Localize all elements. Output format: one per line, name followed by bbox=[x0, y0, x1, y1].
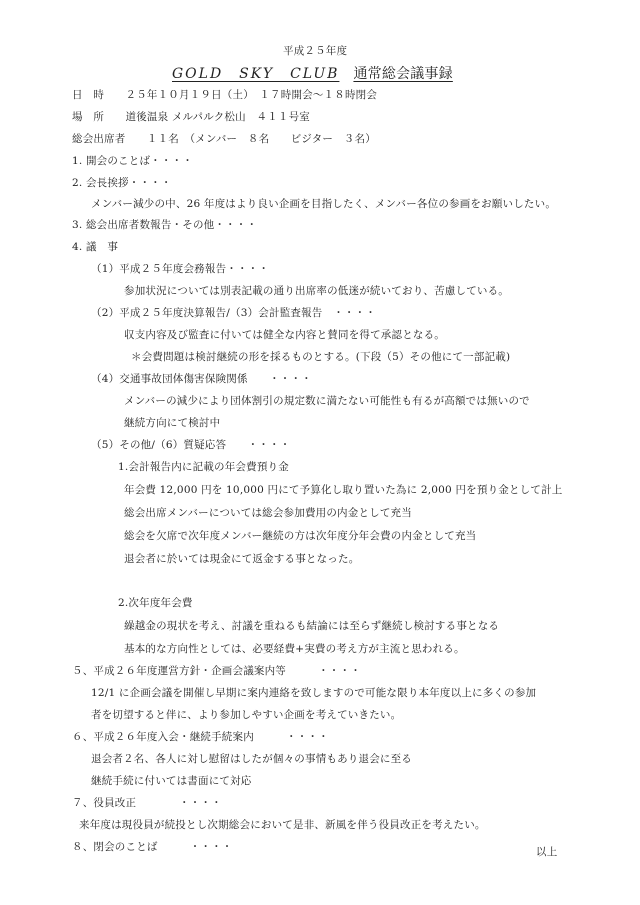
subitem-2-text-1: 繰越金の現状を考え、討議を重ねるも結論には至らず継続し検討する事となる bbox=[124, 620, 500, 632]
item-6-heading: ６、平成２６年度入会・継続手続案内 ・・・・ bbox=[72, 731, 329, 743]
closing-mark: 以上 bbox=[536, 846, 558, 858]
item-5-heading: ５、平成２６年度運営方針・企画会議案内等 ・・・・ bbox=[72, 665, 361, 677]
greeting-text: メンバー減少の中、26 年度はより良い企画を目指したく、メンバー各位の参画をお願いしたい。 bbox=[91, 198, 557, 210]
agenda-4-text-2: 継続方向にて検討中 bbox=[124, 417, 221, 429]
agenda-5-heading: （5）その他/（6）質疑応答 ・・・・ bbox=[91, 439, 291, 451]
item-attendance-report: 3. 総会出席者数報告・その他・・・・ bbox=[72, 219, 258, 231]
subitem-2-heading: 2.次年度年会費 bbox=[118, 597, 193, 609]
document-title bbox=[172, 65, 453, 83]
item-6-text-1: 退会者２名、各人に対し慰留はしたが個々の事情もあり退会に至る bbox=[91, 753, 412, 765]
fiscal-year-label: 平成２５年度 bbox=[283, 45, 348, 57]
item-6-text-2: 継続手続に付いては書面にて対応 bbox=[91, 775, 252, 787]
item-7-heading: ７、役員改正 ・・・・ bbox=[72, 797, 222, 809]
item-agenda: 4. 議 事 bbox=[72, 241, 119, 253]
item-opening: 1. 開会のことば・・・・ bbox=[72, 155, 193, 167]
agenda-2-text: 収支内容及び監査に付いては健全な内容と賛同を得て承認となる。 bbox=[124, 329, 445, 341]
agenda-2-note: ＊会費問題は検討継続の形を採るものとする。(下段（5）その他にて一部記載) bbox=[131, 351, 511, 363]
subitem-1-heading: 1.会計報告内に記載の年会費預り金 bbox=[118, 461, 289, 473]
subitem-1-text-1: 年会費 12,000 円を 10,000 円にて予算化し取り置いた為に 2,000 円を預り金として計上 bbox=[124, 484, 563, 496]
title-text: 通常総会議事録 bbox=[353, 66, 453, 82]
attendance: 総会出席者 １１名 （メンバー ８名 ビジター ３名） bbox=[72, 133, 376, 145]
item-8-heading: ８、閉会のことば ・・・・ bbox=[72, 841, 233, 853]
agenda-1-text: 参加状況については別表記載の通り出席率の低迷が続いており、苦慮している。 bbox=[124, 285, 509, 297]
agenda-4-text-1: メンバーの減少により団体割引の規定数に満たない可能性も有るが高額では無いので bbox=[124, 395, 530, 407]
item-5-text-2: 者を切望すると伴に、より参加しやすい企画を考えていきたい。 bbox=[91, 709, 402, 721]
item-5-text-1: 12/1 に企画会議を開催し早期に案内連絡を致しますので可能な限り本年度以上に多くの参加 bbox=[91, 687, 537, 699]
meeting-date: 日 時 ２５年１０月１９日（土） １７時開会～１８時閉会 bbox=[72, 89, 378, 101]
agenda-2-heading: （2）平成２５年度決算報告/（3）会計監査報告 ・・・・ bbox=[91, 307, 376, 319]
club-name: GOLD SKY CLUB bbox=[172, 66, 340, 82]
subitem-2-text-2: 基本的な方向性としては、必要経費+実費の考え方が主流と思われる。 bbox=[124, 643, 465, 655]
item-7-text: 来年度は現役員が続投とし次期総会において是非、新風を伴う役員改正を考えたい。 bbox=[79, 819, 486, 831]
subitem-1-text-2: 総会出席メンバーについては総会参加費用の内金として充当 bbox=[124, 507, 412, 519]
meeting-place: 場 所 道後温泉 メルパルク松山 ４１１号室 bbox=[72, 111, 310, 123]
agenda-4-heading: （4）交通事故団体傷害保険関係 ・・・・ bbox=[91, 373, 312, 385]
subitem-1-text-4: 退会者に於いては現金にて返金する事となった。 bbox=[124, 553, 360, 565]
subitem-1-text-3: 総会を欠席で次年度メンバー継続の方は次年度分年会費の内金として充当 bbox=[124, 530, 477, 542]
agenda-1-heading: （1）平成２５年度会務報告・・・・ bbox=[91, 263, 270, 275]
item-president-greeting: 2. 会長挨拶・・・・ bbox=[72, 177, 172, 189]
